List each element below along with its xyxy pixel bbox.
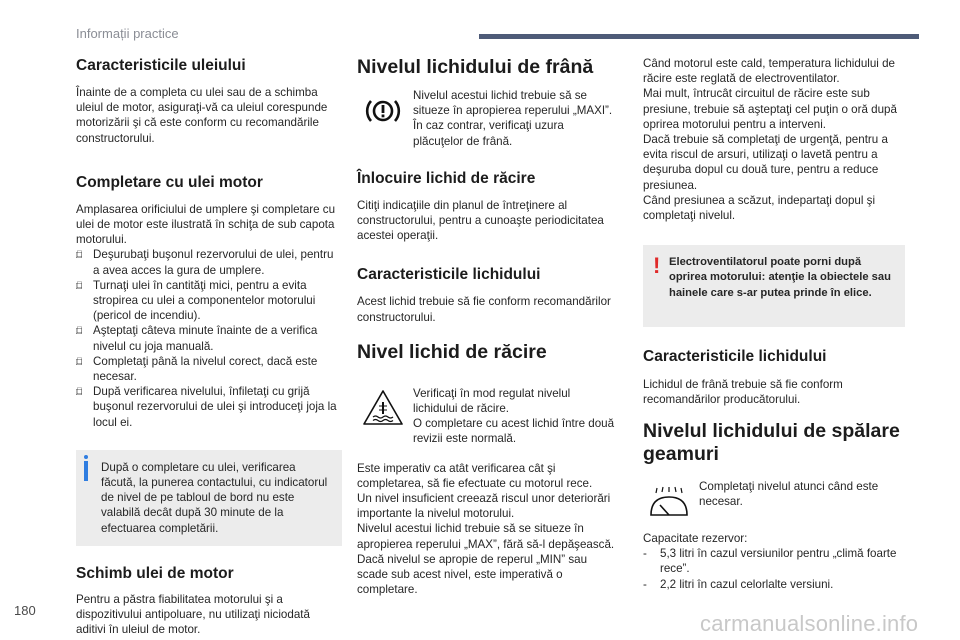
warning-box [643,245,905,327]
fluid-characteristics-title: Caracteristicile lichidului [357,266,541,284]
brake-fluid-characteristics-title: Caracteristicile lichidului [643,348,827,366]
warning-text: Electroventilatorul poate porni după oprirea motorului: atenţie la obiectele sau hainele care s-ar putea prinde în elice. [669,256,891,299]
column-left [76,52,342,637]
windscreen-washer-icon [647,485,691,519]
watermark: carmanualsonline.info [700,611,919,636]
header-title: Informații practice [76,26,179,41]
washer-fluid-title: Nivelul lichidului de spălare geamuri [643,419,900,465]
checkbox-bullet-icon: □ [76,356,82,368]
capacity-label: Capacitate rezervor: [643,532,748,546]
coolant-replace-text: Citiţi indicaţiile din planul de întreţinere al constructorului, pentru a cunoaşte periodicitatea acestei operaţii. [357,198,604,243]
column-middle [357,52,617,597]
oil-change-text: Pentru a păstra fiabilitatea motorului şi a dispozitivului antipoluare, nu utilizaţi niciodată aditivi în uleiul de motor. [76,592,310,637]
brake-fluid-text: Nivelul acestui lichid trebuie să se situeze în apropierea reperului „MAXI”. În caz contrar, verificaţi uzura plăcuţelor de frână. [413,89,613,148]
washer-fluid-block [643,479,905,509]
column-right [643,52,905,592]
list-item: □ Turnaţi ulei în cantităţi mici, pentru a evita stropirea cu ulei a componentelor motorului (pericol de incendiu). [76,278,316,323]
brake-warning-icon [361,94,405,128]
hot-engine-text: Când motorul este cald, temperatura lichidului de răcire este reglată de electroventilator. Mai mult, întrucât circuitul de răcire este sub presiune, trebuie să aşteptaţi cel puţin o oră după oprirea motorului pentru a interveni. Dacă trebuie să completaţi de urgenţă, pentru a evita riscul de arsuri, utilizaţi o lavetă pentru a deşuruba dopul cu două ture, pentru a reduce presiunea. Când presiunea a scăzut, indepartaţi dopul şi completaţi nivelul. [643,57,897,223]
brake-fluid-characteristics-text: Lichidul de frână trebuie să fie conform recomandărilor producătorului. [643,378,843,407]
info-box [76,450,342,546]
brake-fluid-block [357,88,617,149]
coolant-replace-title: Înlocuire lichid de răcire [357,169,536,187]
oil-characteristics-title: Caracteristicile uleiului [76,57,246,74]
oil-topup-text: Amplasarea orificiului de umplere şi completare cu ulei de motor este ilustrată în schiţa de sub capota motorului. [76,202,336,247]
checkbox-bullet-icon: □ [76,387,82,399]
checkbox-bullet-icon: □ [76,326,82,338]
capacity-list [643,546,905,592]
list-item: □ După verificarea nivelului, înfiletaţi cu grijă buşonul rezervorului de ulei şi introduceţi joja la locul ei. [76,385,337,429]
checkbox-bullet-icon: □ [76,280,82,292]
header-bar [479,34,919,39]
info-text: După o completare cu ulei, verificarea făcută, la punerea contactului, cu indicatorul de nivel de pe tabloul de bord nu este valabilă decât după 30 minute de la efectuarea completării. [101,460,328,535]
list-item: - 5,3 litri în cazul versiunilor pentru „climă foarte rece”. [643,547,897,576]
list-item: □ Aşteptaţi câteva minute înainte de a verifica nivelul cu joja manuală. [76,324,318,353]
oil-change-title: Schimb ulei de motor [76,564,234,582]
hot-coolant-warning-icon [361,388,405,428]
page-number: 180 [14,603,36,618]
coolant-level-title: Nivel lichid de răcire [357,340,547,363]
info-icon [84,461,88,481]
oil-topup-steps [76,247,342,429]
coolant-level-block [357,386,617,447]
brake-fluid-title: Nivelul lichidului de frână [357,56,594,78]
washer-fluid-text: Completaţi nivelul atunci când este necesar. [699,479,879,508]
fluid-characteristics-text: Acest lichid trebuie să fie conform recomandărilor constructorului. [357,295,611,324]
exclamation-icon: ! [653,253,661,279]
list-item: - 2,2 litri în cazul celorlalte versiuni. [643,577,834,591]
coolant-level-text: Verificaţi în mod regulat nivelul lichidului de răcire. O completare cu acest lichid între două revizii este normală. [413,386,615,446]
list-item: □ Completaţi până la nivelul corect, dacă este necesar. [76,354,318,384]
coolant-body-text: Este imperativ ca atât verificarea cât şi completarea, să fie efectuate cu motorul rece. Un nivel insuficient creează riscul unor deteriorări importante la nivelul motorului. Nivelul acestui lichid trebuie să se situeze în apropierea reperului „MAX”, fără să-l depăşească. Dacă nivelul se apropie de reperul „MIN” sau scade sub acest nivel, este imperativă o completare. [357,461,615,597]
oil-characteristics-text: Înainte de a completa cu ulei sau de a schimba uleiul de motor, asiguraţi-vă ca uleiul corespunde motorizării şi că este conform cu recomandările constructorului. [76,86,328,145]
list-item: □ Deşurubaţi buşonul rezervorului de ulei, pentru a avea acces la gura de umplere. [76,248,334,277]
checkbox-bullet-icon: □ [76,250,82,262]
oil-topup-title: Completare cu ulei motor [76,173,263,191]
